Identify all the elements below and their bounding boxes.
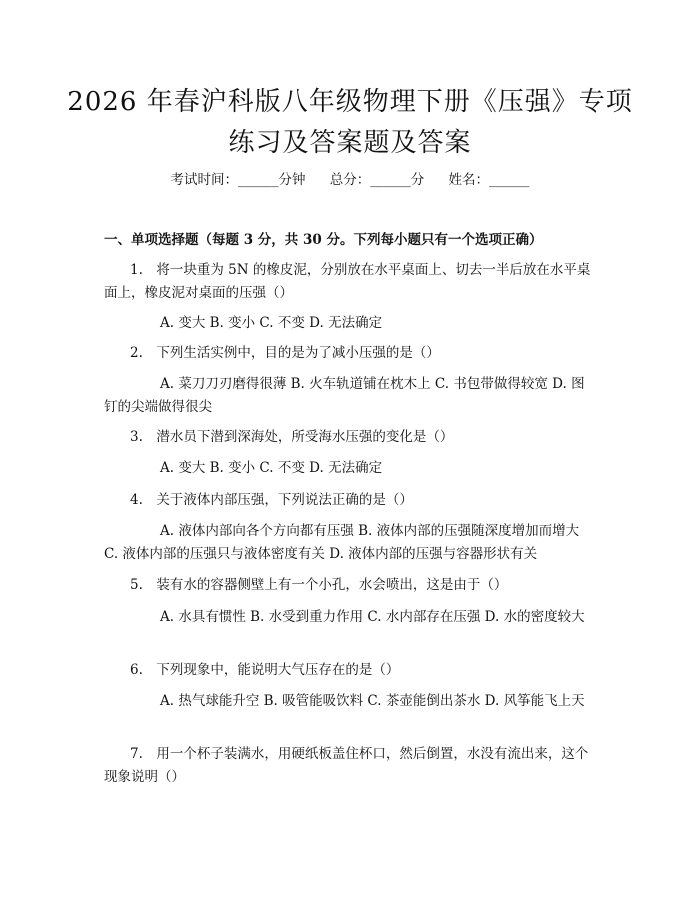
exam-info-line <box>0 168 700 188</box>
document-title: 2026 年春沪科版八年级物理下册《压强》专项练习及答案题及答案 <box>67 87 633 158</box>
question-2: 2. 下列生活实例中，目的是为了减小压强的是（） <box>130 345 440 361</box>
question-4: 4. 关于液体内部压强，下列说法正确的是（） <box>130 492 413 508</box>
question-2-options: A. 菜刀刀刃磨得很薄 B. 火车轨道铺在枕木上 C. 书包带做得较宽 D. 图钉的尖端做得很尖 <box>104 376 585 415</box>
question-1: 1. 将一块重为 5N 的橡皮泥，分别放在水平桌面上、切去一半后放在水平桌面上，橡皮泥对桌面的压强（） <box>104 262 591 301</box>
question-1-options: A. 变大 B. 变小 C. 不变 D. 无法确定 <box>160 315 383 331</box>
question-4-options: A. 液体内部向各个方向都有压强 B. 液体内部的压强随深度增加而增大 C. 液体内部的压强只与液体密度有关 D. 液体内部的压强与容器形状有关 <box>104 523 580 562</box>
question-6: 6. 下列现象中，能说明大气压存在的是（） <box>130 662 400 678</box>
total-score: 总分：______分 <box>329 172 425 188</box>
question-3: 3. 潜水员下潜到深海处，所受海水压强的变化是（） <box>130 429 454 445</box>
student-name: 姓名：______ <box>448 172 530 188</box>
question-5: 5. 装有水的容器侧壁上有一个小孔，水会喷出，这是由于（） <box>130 577 508 593</box>
question-6-options: A. 热气球能升空 B. 吸管能吸饮料 C. 茶壶能倒出茶水 D. 风筝能飞上天 <box>160 693 585 709</box>
section-heading: 一、单项选择题（每题 3 分，共 30 分。下列每小题只有一个选项正确） <box>104 232 543 248</box>
question-7: 7. 用一个杯子装满水，用硬纸板盖住杯口，然后倒置，水没有流出来，这个现象说明（） <box>104 746 589 785</box>
exam-time: 考试时间：______分钟 <box>170 172 306 188</box>
question-3-options: A. 变大 B. 变小 C. 不变 D. 无法确定 <box>160 460 383 476</box>
question-5-options: A. 水具有惯性 B. 水受到重力作用 C. 水内部存在压强 D. 水的密度较大 <box>160 609 585 625</box>
